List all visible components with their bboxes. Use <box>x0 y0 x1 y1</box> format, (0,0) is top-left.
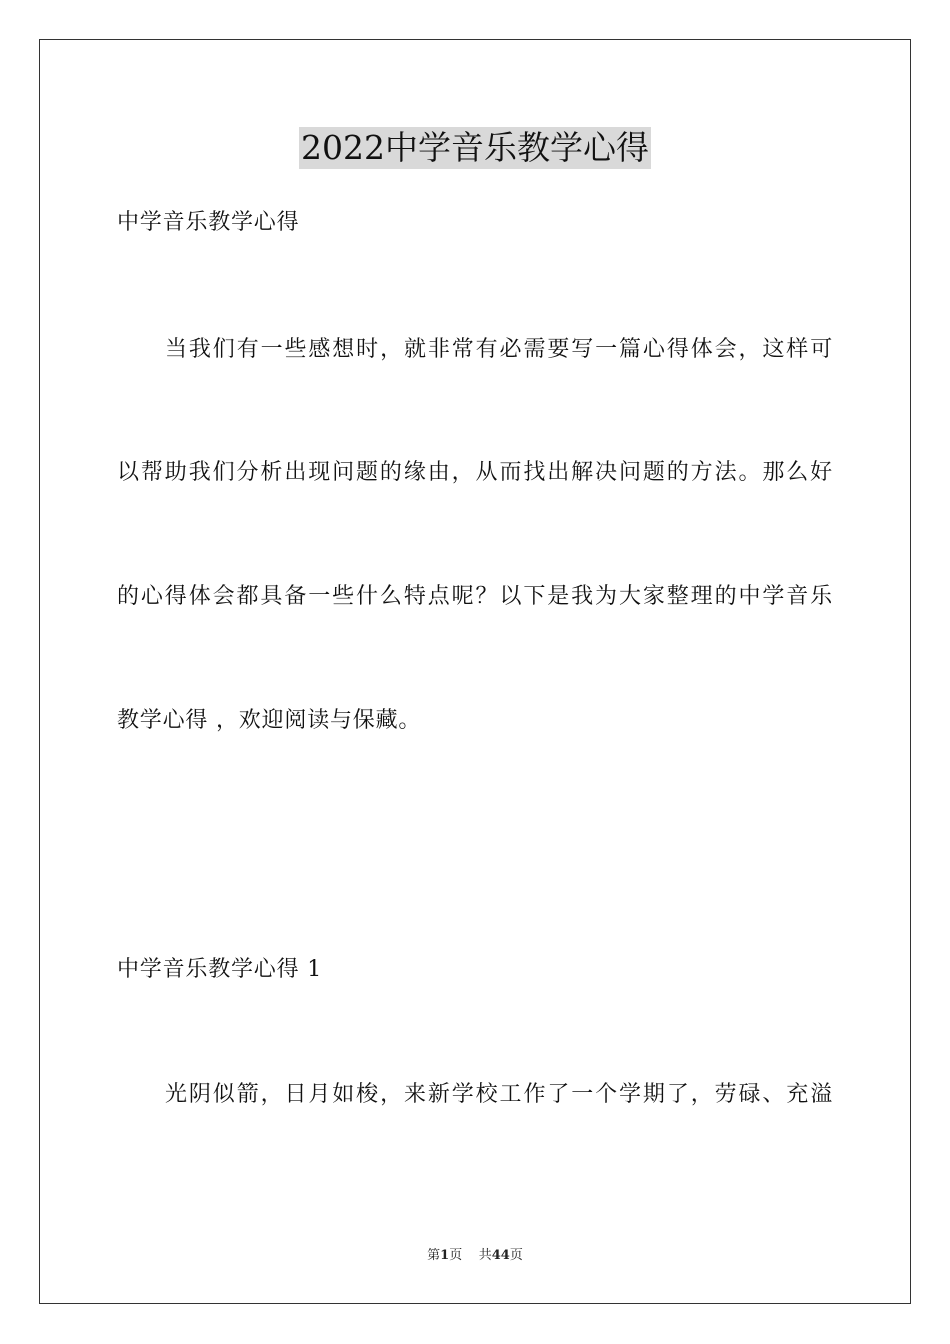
footer-page-prefix: 第 <box>427 1248 441 1263</box>
footer-page-number: 1 <box>440 1248 450 1263</box>
section-line-1: 光阴似箭，日月如梭，来新学校工作了一个学期了，劳碌、充溢 <box>165 1082 833 1107</box>
footer-total-suffix: 页 <box>509 1248 523 1263</box>
footer-total-pages: 44 <box>491 1248 510 1263</box>
intro-line-1: 当我们有一些感想时，就非常有必需要写一篇心得体会，这样可 <box>165 337 833 362</box>
footer-page-suffix: 页 <box>449 1248 463 1263</box>
document-title: 2022中学音乐教学心得 <box>301 128 649 167</box>
footer-total-prefix: 共 <box>478 1248 492 1263</box>
section-heading: 中学音乐教学心得 1 <box>117 957 322 982</box>
intro-line-2: 以帮助我们分析出现问题的缘由，从而找出解决问题的方法。那么好 <box>117 460 833 485</box>
intro-line-4: 教学心得 ，欢迎阅读与保藏。 <box>117 708 422 733</box>
title-container <box>0 127 950 169</box>
intro-line-3: 的心得体会都具备一些什么特点呢？以下是我为大家整理的中学音乐 <box>117 584 833 609</box>
page-footer <box>0 1247 950 1265</box>
document-subtitle: 中学音乐教学心得 <box>117 210 300 235</box>
